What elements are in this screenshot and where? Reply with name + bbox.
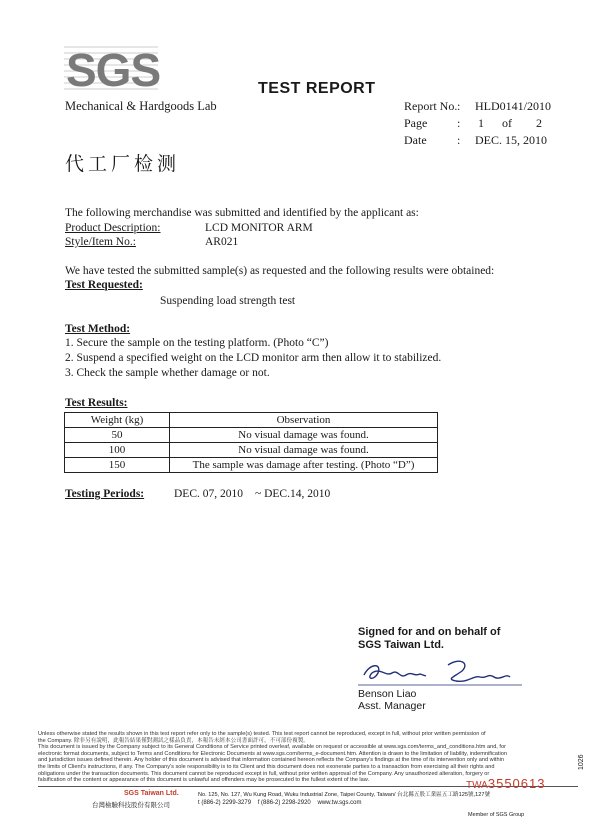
report-no-row: Report No. : HLD0141/2010: [404, 99, 551, 113]
handwritten-signature: [356, 655, 526, 689]
page-total: 2: [536, 116, 542, 130]
style-value: AR021: [205, 236, 239, 248]
footer-contacts: [198, 800, 361, 806]
weight-cell: 150: [65, 458, 170, 473]
chinese-heading: 代工厂检测: [65, 153, 181, 175]
test-requested-value: Suspending load strength test: [160, 295, 296, 307]
fine-print-line: and jurisdiction issues defined therein. Any holder of this document is advised that information contained hereon reflects the Company's findings at the time of its intervention only and within: [38, 757, 504, 764]
weight-cell: 100: [65, 443, 170, 458]
merchandise-intro: The following merchandise was submitted and identified by the applicant as:: [65, 207, 419, 219]
fine-print-line: obligations under the transaction documents. This document cannot be reproduced except in full, without prior written approval of the Company. Any unauthorized alteration, forgery or: [38, 770, 490, 777]
report-no-value: HLD0141/2010: [475, 99, 551, 113]
style-label: Style/Item No.:: [65, 236, 136, 248]
signing-company: SGS Taiwan Ltd.: [358, 639, 444, 651]
testing-period-start: DEC. 07, 2010: [174, 488, 243, 500]
tested-statement: We have tested the submitted sample(s) as requested and the following results were obtained:: [65, 265, 495, 277]
footer-company-en: SGS Taiwan Ltd.: [124, 790, 179, 797]
date-value: DEC. 15, 2010: [475, 133, 547, 147]
footer-member: Member of SGS Group: [468, 812, 525, 818]
fine-print-line: electronic format documents, subject to Terms and Conditions for Electronic Documents at www.sgs.com/terms_e-document.htm. Attention is drawn to the limitation of liability, indemnification: [38, 750, 507, 757]
fine-print-line: Unless otherwise stated the results shown in this test report refer only to the sample(s) tested. This test report cannot be reproduced, except in full, without prior written permission of: [38, 731, 486, 737]
twa-prefix: TWA: [466, 780, 488, 791]
method-step: 2. Suspend a specified weight on the LCD monitor arm then allow it to stabilized.: [65, 352, 442, 364]
fine-print-line: the Company. 除非另有說明，此報告結果僅對測試之樣品負責，本報告未經本公司書面許可，不可部份複製。: [38, 737, 309, 744]
testing-periods-label: Testing Periods:: [65, 488, 145, 500]
report-title: TEST REPORT: [258, 80, 376, 97]
footer-address-cn: / 台北縣五股工業區五工路125號,127號: [394, 792, 491, 798]
fine-print-line: This document is issued by the Company subject to its General Conditions of Service printed overleaf, available on request or accessible at www.sgs.com/terms_and_conditions.htm and, for: [38, 744, 506, 751]
test-results-label: Test Results:: [65, 397, 128, 409]
side-code: 1026: [578, 754, 585, 770]
footer-phone: t (886-2) 2299-3279: [198, 800, 252, 806]
footer-website: www.tw.sgs.com: [317, 800, 362, 806]
fine-print-line: falsification of the content or appearance of this document is unlawful and offenders may be prosecuted to the fullest extent of the law.: [38, 777, 370, 784]
results-table: [64, 412, 438, 473]
product-label: Product Description:: [65, 222, 161, 234]
table-row: [65, 428, 438, 443]
sgs-logo: SGS: [66, 44, 161, 96]
table-header-row: [65, 413, 438, 428]
page-row: Page : 1 of 2: [404, 116, 542, 130]
footer-address-en: No. 125, No. 127, Wu Kung Road, Wuku Industrial Zone, Taipei County, Taiwan: [198, 792, 394, 798]
lab-name: Mechanical & Hardgoods Lab: [65, 99, 217, 113]
observation-cell: No visual damage was found.: [170, 428, 438, 443]
page-label: Page: [404, 116, 428, 130]
footer-address: [198, 790, 490, 798]
weight-cell: 50: [65, 428, 170, 443]
date-label: Date: [404, 133, 427, 147]
test-requested-label: Test Requested:: [65, 279, 143, 291]
page-of: of: [502, 116, 512, 130]
page-number: 1: [478, 116, 484, 130]
signatory-name: Benson Liao: [358, 688, 417, 700]
testing-period-end: ~ DEC.14, 2010: [255, 488, 331, 500]
twa-number: 3550613: [487, 776, 546, 791]
method-step: 3. Check the sample whether damage or not.: [65, 367, 270, 379]
method-step: 1. Secure the sample on the testing platform. (Photo “C”): [65, 337, 329, 349]
observation-cell: No visual damage was found.: [170, 443, 438, 458]
fine-print-line: the limits of Client's instructions, if any. The Company's sole responsibility is to its Client and this document does not exonerate parties to a transaction from exercising all their rights and: [38, 763, 495, 770]
date-row: Date : DEC. 15, 2010: [404, 133, 547, 147]
footer-fax: f (886-2) 2298-2920: [257, 800, 311, 806]
signed-on-behalf: Signed for and on behalf of: [358, 626, 501, 638]
footer-company-cn: 台灣檢驗科技股份有限公司: [92, 802, 170, 809]
signatory-title: Asst. Manager: [358, 700, 426, 712]
test-method-label: Test Method:: [65, 323, 131, 335]
table-row: [65, 443, 438, 458]
column-header-weight: Weight (kg): [65, 413, 170, 428]
table-row: [65, 458, 438, 473]
report-no-label: Report No.: [404, 99, 458, 113]
column-header-observation: Observation: [170, 413, 438, 428]
observation-cell: The sample was damage after testing. (Photo “D”): [170, 458, 438, 473]
twa-code: [466, 776, 545, 791]
product-value: LCD MONITOR ARM: [205, 222, 313, 234]
